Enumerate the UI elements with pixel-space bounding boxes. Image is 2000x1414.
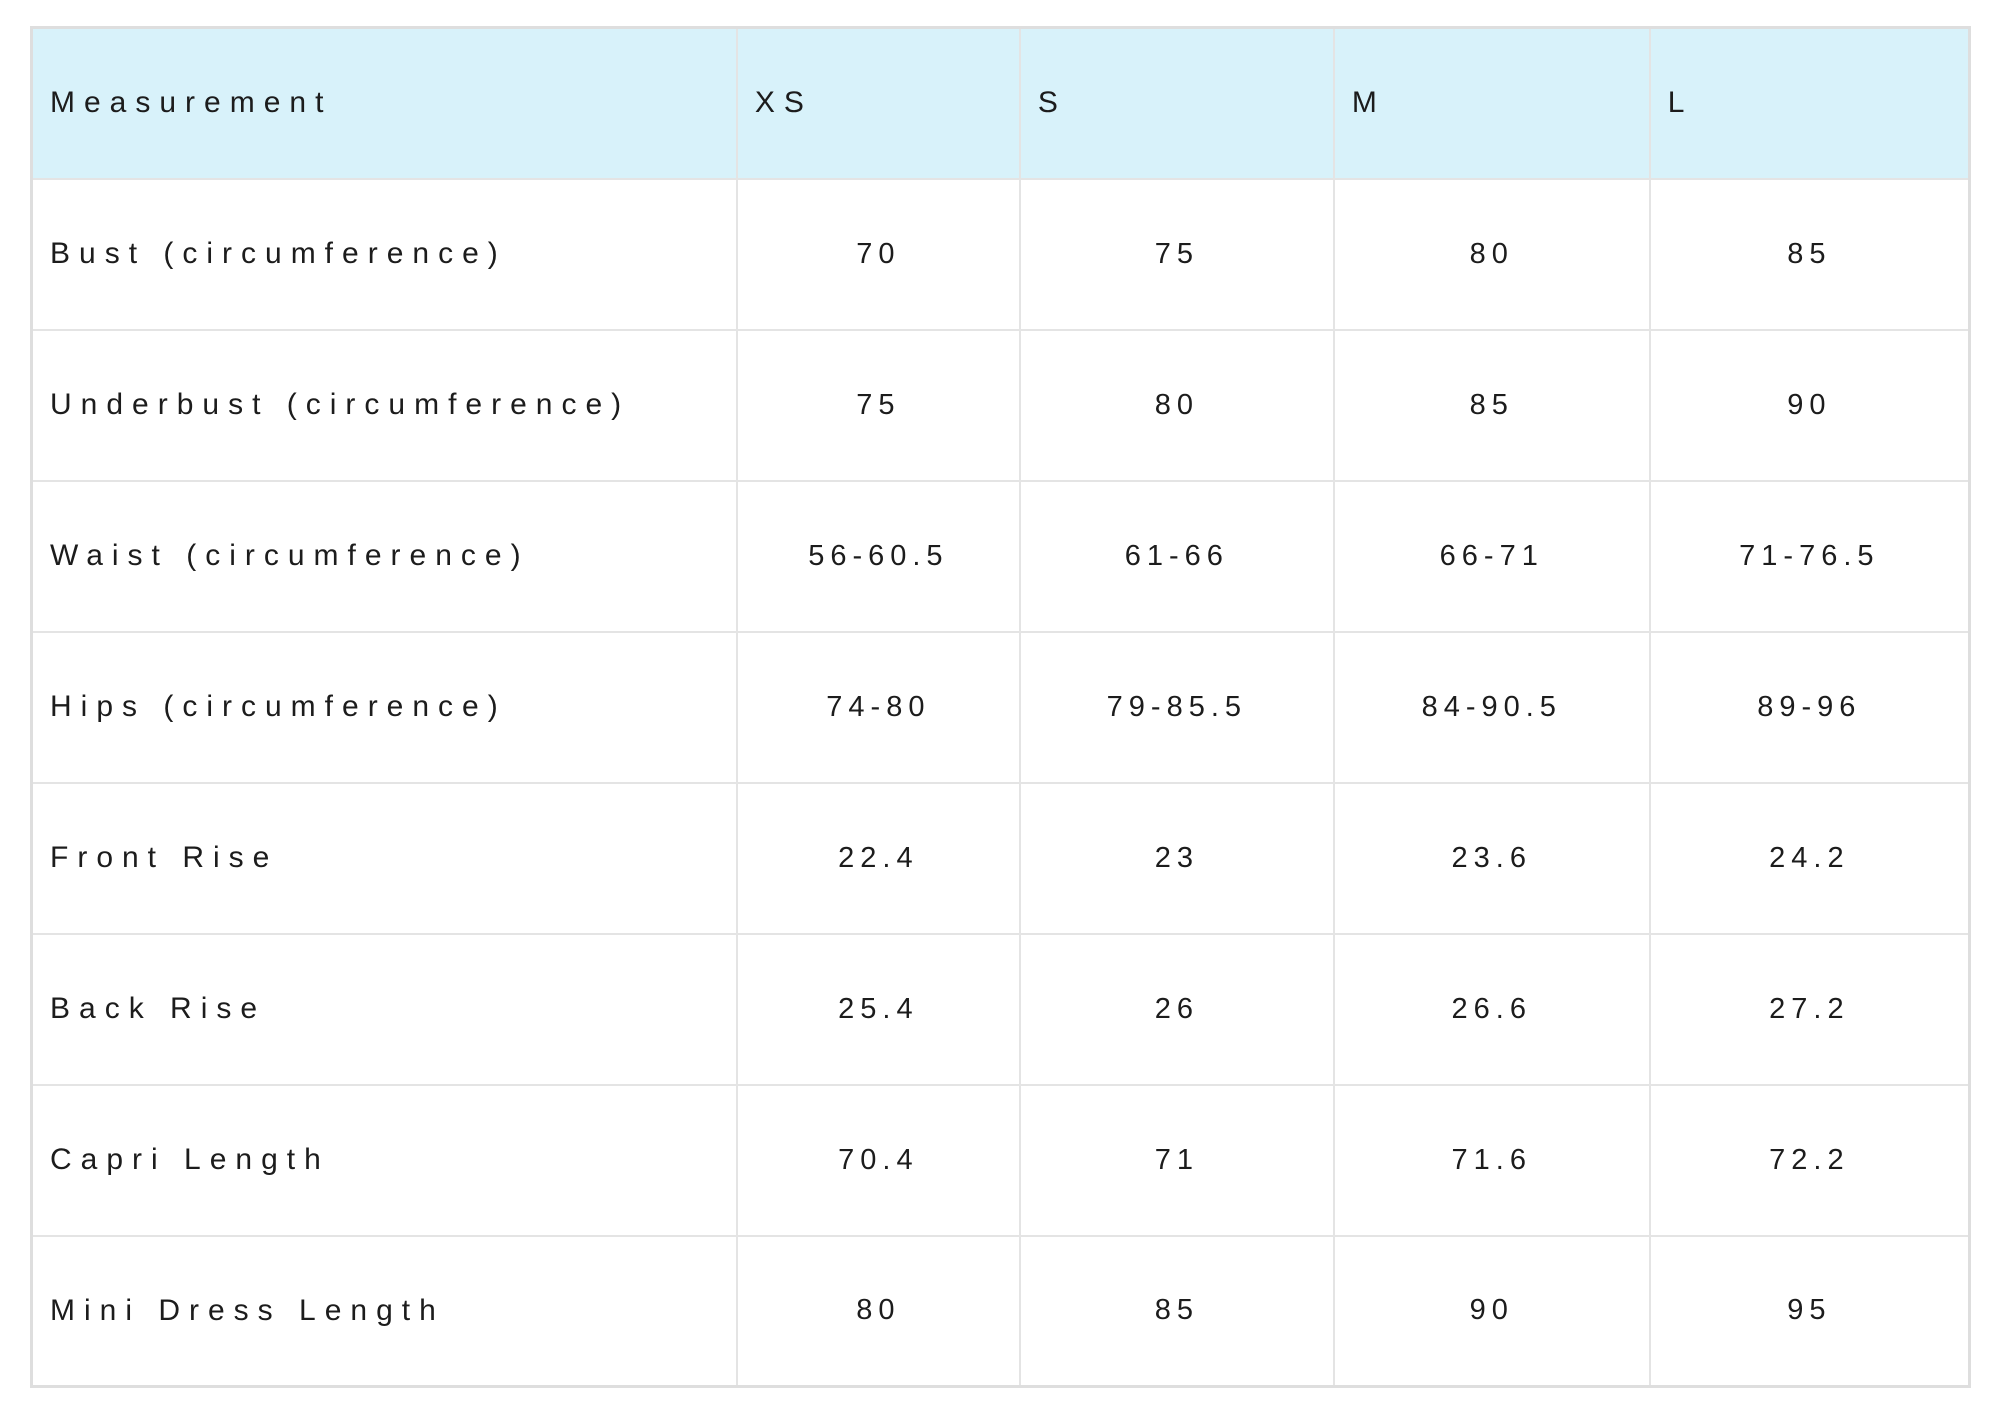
cell-value: 75 (737, 330, 1020, 481)
cell-value: 80 (1020, 330, 1334, 481)
row-label: Hips (circumference) (32, 632, 737, 783)
col-header-m: M (1334, 28, 1650, 179)
cell-value: 70.4 (737, 1085, 1020, 1236)
header-row (32, 28, 1970, 179)
cell-value: 95 (1650, 1236, 1970, 1387)
table-row (32, 1236, 1970, 1387)
col-header-s: S (1020, 28, 1334, 179)
table-row (32, 934, 1970, 1085)
table-header (32, 28, 1970, 179)
cell-value: 25.4 (737, 934, 1020, 1085)
cell-value: 79-85.5 (1020, 632, 1334, 783)
cell-value: 71-76.5 (1650, 481, 1970, 632)
cell-value: 24.2 (1650, 783, 1970, 934)
cell-value: 22.4 (737, 783, 1020, 934)
cell-value: 23.6 (1334, 783, 1650, 934)
col-header-l: L (1650, 28, 1970, 179)
table-row (32, 632, 1970, 783)
cell-value: 84-90.5 (1334, 632, 1650, 783)
cell-value: 85 (1334, 330, 1650, 481)
cell-value: 71.6 (1334, 1085, 1650, 1236)
cell-value: 80 (737, 1236, 1020, 1387)
cell-value: 26.6 (1334, 934, 1650, 1085)
table-row (32, 1085, 1970, 1236)
cell-value: 72.2 (1650, 1085, 1970, 1236)
size-chart-container (30, 26, 1971, 1388)
cell-value: 61-66 (1020, 481, 1334, 632)
table-row (32, 179, 1970, 330)
cell-value: 71 (1020, 1085, 1334, 1236)
cell-value: 23 (1020, 783, 1334, 934)
row-label: Waist (circumference) (32, 481, 737, 632)
cell-value: 90 (1334, 1236, 1650, 1387)
cell-value: 27.2 (1650, 934, 1970, 1085)
col-header-measurement: Measurement (32, 28, 737, 179)
table-row (32, 783, 1970, 934)
cell-value: 90 (1650, 330, 1970, 481)
row-label: Bust (circumference) (32, 179, 737, 330)
table-row (32, 481, 1970, 632)
row-label: Back Rise (32, 934, 737, 1085)
col-header-xs: XS (737, 28, 1020, 179)
table-body (32, 179, 1970, 1387)
cell-value: 85 (1650, 179, 1970, 330)
cell-value: 75 (1020, 179, 1334, 330)
cell-value: 66-71 (1334, 481, 1650, 632)
cell-value: 89-96 (1650, 632, 1970, 783)
row-label: Mini Dress Length (32, 1236, 737, 1387)
row-label: Capri Length (32, 1085, 737, 1236)
cell-value: 74-80 (737, 632, 1020, 783)
cell-value: 26 (1020, 934, 1334, 1085)
cell-value: 85 (1020, 1236, 1334, 1387)
row-label: Front Rise (32, 783, 737, 934)
cell-value: 56-60.5 (737, 481, 1020, 632)
row-label: Underbust (circumference) (32, 330, 737, 481)
size-chart-table (30, 26, 1971, 1388)
table-row (32, 330, 1970, 481)
cell-value: 80 (1334, 179, 1650, 330)
cell-value: 70 (737, 179, 1020, 330)
